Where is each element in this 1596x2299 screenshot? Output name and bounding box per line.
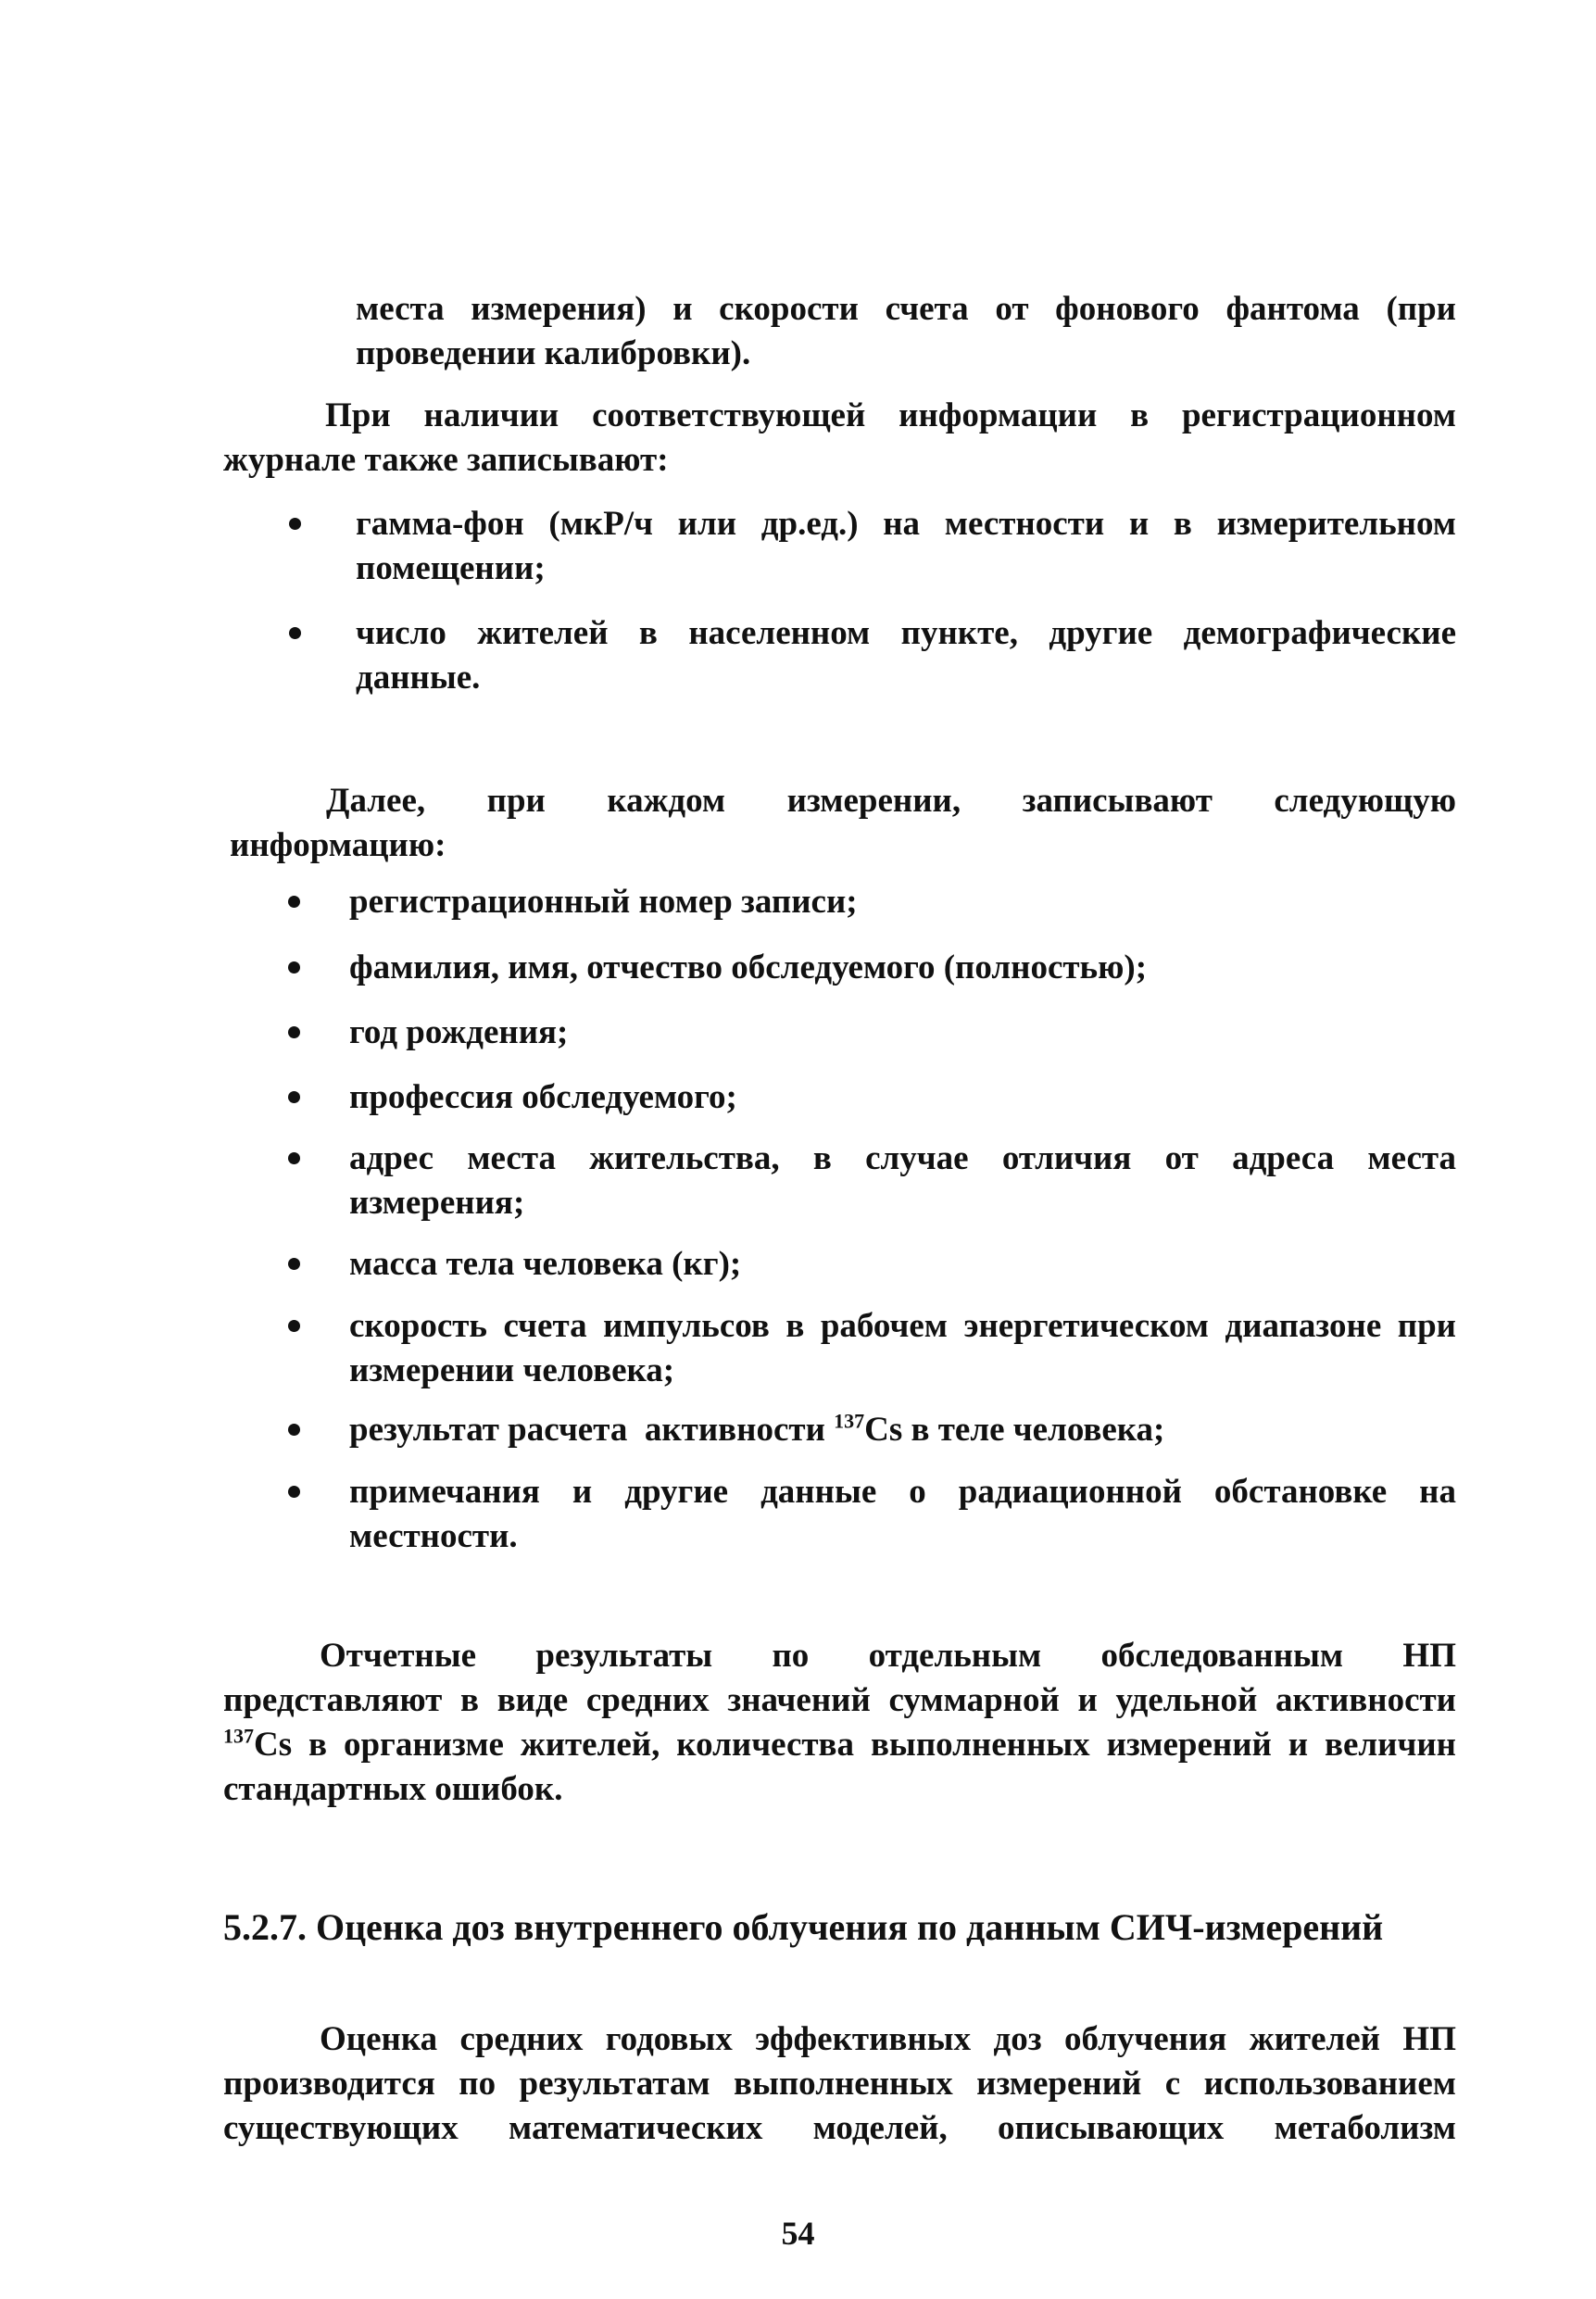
- list-item: [349, 1304, 1456, 1393]
- text-line: информацию:: [230, 826, 446, 864]
- paragraph-measurement: [230, 779, 1456, 868]
- bullet-icon: [288, 1424, 300, 1436]
- isotope-mass-number: 137: [223, 1724, 254, 1748]
- text-line: число жителей в населенном пункте, другие демографические: [356, 614, 1456, 652]
- text-line: [223, 1723, 1456, 1767]
- list-item: [349, 1408, 1456, 1452]
- text-line: масса тела человека (кг);: [349, 1245, 742, 1283]
- text-line: гамма-фон (мкР/ч или др.ед.) на местности и в измерительном: [356, 505, 1456, 543]
- text-line: регистрационный номер записи;: [349, 883, 858, 921]
- paragraph-dose: [223, 2017, 1456, 2151]
- bullet-icon: [289, 518, 301, 530]
- list-item: [349, 1470, 1456, 1559]
- list-item: [349, 1137, 1456, 1225]
- list-item: [356, 502, 1456, 591]
- page-number: 54: [781, 2215, 815, 2252]
- paragraph-registration: [223, 394, 1456, 483]
- text-line: представляют в виде средних значений суммарной и удельной активности: [223, 1681, 1456, 1719]
- text-line: места измерения) и скорости счета от фонового фантома (при: [356, 290, 1456, 328]
- text-line: данные.: [356, 659, 481, 697]
- text-line: Оценка средних годовых эффективных доз облучения жителей НП: [320, 2020, 1456, 2058]
- bullet-icon: [288, 1258, 300, 1270]
- bullet-icon: [288, 1486, 300, 1498]
- text-line: Далее, при каждом измерении, записывают следующую: [326, 782, 1456, 820]
- text-line: [349, 1408, 1456, 1452]
- text-line: фамилия, имя, отчество обследуемого (полностью);: [349, 948, 1148, 986]
- text-line: При наличии соответствующей информации в регистрационном: [325, 396, 1456, 434]
- text-line: год рождения;: [349, 1013, 569, 1051]
- bullet-icon: [288, 1320, 300, 1332]
- text-line: измерения;: [349, 1184, 525, 1222]
- bullet-icon: [288, 896, 300, 908]
- list-item: [349, 1242, 1456, 1287]
- text-line: примечания и другие данные о радиационной обстановке на: [349, 1473, 1456, 1511]
- text-line: производится по результатам выполненных измерений с использованием: [223, 2065, 1456, 2103]
- text-fragment: результат расчета активности: [349, 1411, 835, 1449]
- isotope-mass-number: 137: [834, 1409, 865, 1433]
- bullet-icon: [288, 1026, 300, 1038]
- text-fragment: Cs в организме жителей, количества выполненных измерений и величин: [254, 1726, 1456, 1764]
- text-line: помещении;: [356, 549, 546, 587]
- bullet-icon: [288, 1091, 300, 1103]
- text-line: проведении калибровки).: [356, 334, 751, 372]
- list-item: [349, 1075, 1456, 1120]
- text-line: профессия обследуемого;: [349, 1078, 737, 1116]
- text-line: местности.: [349, 1517, 518, 1555]
- text-fragment: Cs в теле человека;: [864, 1411, 1165, 1449]
- text-line: стандартных ошибок.: [223, 1770, 563, 1808]
- text-line: адрес места жительства, в случае отличия от адреса места: [349, 1139, 1456, 1177]
- list-item: [349, 946, 1456, 990]
- list-item: [356, 611, 1456, 700]
- paragraph-continuation: [356, 287, 1456, 376]
- text-line: Отчетные результаты по отдельным обследованным НП: [320, 1637, 1456, 1675]
- text-line: измерении человека;: [349, 1351, 675, 1389]
- paragraph-results: [223, 1634, 1456, 1812]
- text-line: скорость счета импульсов в рабочем энергетическом диапазоне при: [349, 1307, 1456, 1345]
- text-line: существующих математических моделей, описывающих метаболизм: [223, 2109, 1456, 2147]
- bullet-icon: [288, 961, 300, 974]
- text-line: журнале также записывают:: [223, 441, 669, 479]
- section-heading: 5.2.7. Оценка доз внутреннего облучения по данным СИЧ-измерений: [223, 1906, 1384, 1948]
- bullet-icon: [288, 1152, 300, 1164]
- list-item: [349, 1011, 1456, 1055]
- bullet-icon: [289, 627, 301, 639]
- list-item: [349, 880, 1456, 924]
